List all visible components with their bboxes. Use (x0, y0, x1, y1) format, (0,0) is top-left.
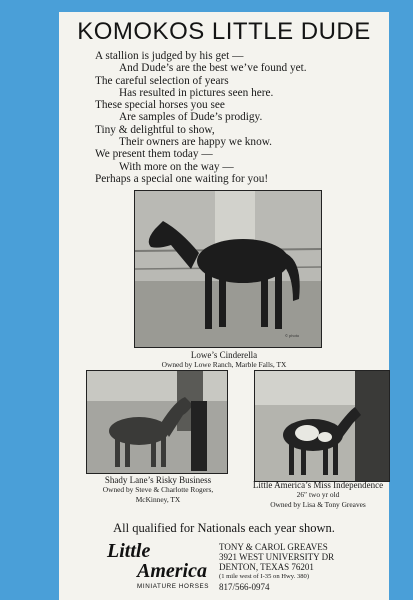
photo-miss-independence (254, 370, 390, 482)
horse-detail: 26″ two yr old (296, 490, 340, 499)
poem-line: A stallion is judged by his get — (95, 50, 244, 62)
poem-line: The careful selection of years (95, 74, 229, 87)
poem (95, 50, 385, 185)
contact-directions: (1 mile west of I-35 on Hwy. 380) (219, 573, 310, 580)
little-america-logo (103, 540, 223, 596)
contact-block (219, 542, 389, 592)
horse-photo-image (87, 371, 227, 473)
horse-name: Shady Lane’s Risky Business (104, 475, 212, 485)
poem-line: With more on the way — (119, 160, 234, 173)
poem-line: We present them today — (95, 148, 213, 161)
logo-subtitle: MINIATURE HORSES (137, 583, 210, 590)
logo-word-america: America (137, 560, 207, 582)
caption-main (99, 350, 349, 370)
owner-text: Owned by Lowe Ranch, Marble Falls, TX (161, 360, 287, 369)
ad-page (59, 12, 389, 600)
poem-line: Tiny & delightful to show, (95, 123, 215, 136)
poem-line: Are samples of Dude’s prodigy. (119, 111, 263, 124)
owner-text: Owned by Lisa & Tony Greaves (270, 500, 366, 509)
poem-line: Has resulted in pictures seen here. (119, 86, 274, 99)
tagline: All qualified for Nationals each year shown. (113, 521, 335, 535)
logo-word-little: Little (107, 540, 151, 562)
contact-phone: 817/566-0974 (219, 582, 270, 592)
poem-line: Perhaps a special one waiting for you! (95, 172, 269, 185)
contact-address: 3921 WEST UNIVERSITY DR (219, 552, 335, 562)
caption-left (83, 475, 233, 505)
poem-line: These special horses you see (95, 99, 225, 112)
caption-right (243, 480, 393, 510)
poem-line: Their owners are happy we know. (119, 136, 272, 149)
owner-text: McKinney, TX (135, 495, 181, 504)
contact-city: DENTON, TEXAS 76201 (219, 562, 314, 572)
horse-name: Little America’s Miss Independence (252, 480, 384, 490)
horse-photo-image (135, 191, 321, 347)
photo-risky-business (86, 370, 228, 474)
poem-line: And Dude’s are the best we’ve found yet. (119, 62, 307, 75)
owner-text: Owned by Steve & Charlotte Rogers, (102, 485, 214, 494)
horse-photo-image (255, 371, 389, 481)
contact-names: TONY & CAROL GREAVES (219, 542, 328, 552)
photo-cinderella (134, 190, 322, 348)
ad-title: KOMOKOS LITTLE DUDE (77, 18, 371, 45)
svg-text:© photo: © photo (285, 333, 300, 338)
horse-name: Lowe’s Cinderella (190, 350, 258, 360)
